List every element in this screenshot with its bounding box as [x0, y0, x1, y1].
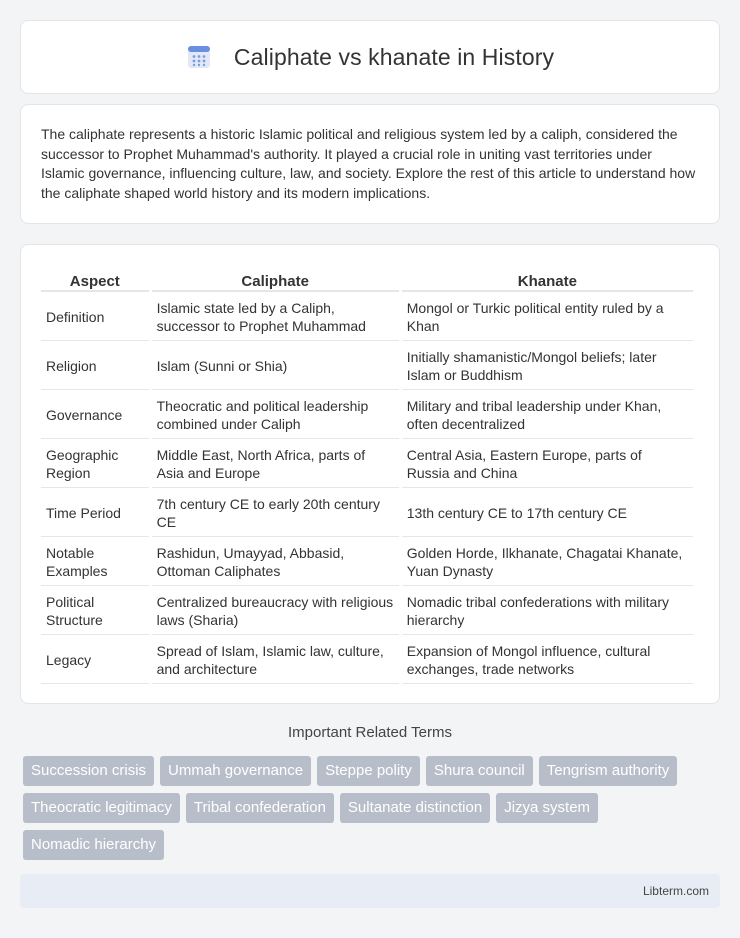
caliphate-cell: Theocratic and political leadership combined under Caliph — [152, 392, 399, 439]
related-term-tag[interactable]: Ummah governance — [160, 756, 311, 786]
related-term-tag[interactable]: Steppe polity — [317, 756, 420, 786]
table-row — [41, 343, 693, 390]
aspect-cell: Notable Examples — [41, 539, 149, 586]
caliphate-cell: Spread of Islam, Islamic law, culture, and architecture — [152, 637, 399, 684]
aspect-cell: Time Period — [41, 490, 149, 537]
khanate-cell: Expansion of Mongol influence, cultural exchanges, trade networks — [402, 637, 693, 684]
aspect-cell: Geographic Region — [41, 441, 149, 488]
aspect-cell: Religion — [41, 343, 149, 390]
related-term-tag[interactable]: Theocratic legitimacy — [23, 793, 180, 823]
khanate-cell: Central Asia, Eastern Europe, parts of Russia and China — [402, 441, 693, 488]
caliphate-cell: Islam (Sunni or Shia) — [152, 343, 399, 390]
table-row — [41, 441, 693, 488]
table-icon — [186, 44, 212, 70]
table-row — [41, 294, 693, 341]
caliphate-cell: Islamic state led by a Caliph, successor to Prophet Muhammad — [152, 294, 399, 341]
caliphate-cell: 7th century CE to early 20th century CE — [152, 490, 399, 537]
caliphate-cell: Centralized bureaucracy with religious laws (Sharia) — [152, 588, 399, 635]
intro-card — [20, 104, 720, 224]
khanate-cell: Mongol or Turkic political entity ruled by a Khan — [402, 294, 693, 341]
page-title: Caliphate vs khanate in History — [233, 43, 555, 70]
caliphate-cell: Rashidun, Umayyad, Abbasid, Ottoman Caliphates — [152, 539, 399, 586]
table-row — [41, 539, 693, 586]
comparison-table — [38, 265, 696, 686]
table-header-row — [41, 267, 693, 292]
table-row — [41, 392, 693, 439]
header-card — [20, 20, 720, 94]
related-term-tag[interactable]: Tribal confederation — [186, 793, 334, 823]
related-term-tag[interactable]: Sultanate distinction — [340, 793, 490, 823]
column-header-khanate: Khanate — [402, 267, 693, 292]
khanate-cell: Military and tribal leadership under Khan, often decentralized — [402, 392, 693, 439]
footer — [20, 874, 720, 908]
khanate-cell: Golden Horde, Ilkhanate, Chagatai Khanate, Yuan Dynasty — [402, 539, 693, 586]
related-term-tag[interactable]: Nomadic hierarchy — [23, 830, 164, 860]
khanate-cell: 13th century CE to 17th century CE — [402, 490, 693, 537]
footer-site-link[interactable]: Libterm.com — [642, 884, 709, 898]
related-terms-list — [23, 756, 723, 860]
table-row — [41, 588, 693, 635]
intro-text: The caliphate represents a historic Islamic political and religious system led by a caliph, considered the successor to Prophet Muhammad's authority. It played a crucial role in uniting vast territories under Islamic governance, influencing culture, law, and society. Explore the rest of this article to understand how the caliphate shaped world history and its modern implications. — [41, 126, 696, 201]
related-term-tag[interactable]: Succession crisis — [23, 756, 154, 786]
related-terms-title: Important Related Terms — [288, 724, 452, 741]
column-header-caliphate: Caliphate — [152, 267, 399, 292]
khanate-cell: Initially shamanistic/Mongol beliefs; later Islam or Buddhism — [402, 343, 693, 390]
aspect-cell: Political Structure — [41, 588, 149, 635]
aspect-cell: Governance — [41, 392, 149, 439]
caliphate-cell: Middle East, North Africa, parts of Asia and Europe — [152, 441, 399, 488]
column-header-aspect: Aspect — [41, 267, 149, 292]
comparison-table-card — [20, 244, 720, 704]
table-row — [41, 637, 693, 684]
aspect-cell: Definition — [41, 294, 149, 341]
aspect-cell: Legacy — [41, 637, 149, 684]
related-term-tag[interactable]: Tengrism authority — [539, 756, 678, 786]
related-term-tag[interactable]: Jizya system — [496, 793, 598, 823]
table-row — [41, 490, 693, 537]
khanate-cell: Nomadic tribal confederations with military hierarchy — [402, 588, 693, 635]
related-term-tag[interactable]: Shura council — [426, 756, 533, 786]
